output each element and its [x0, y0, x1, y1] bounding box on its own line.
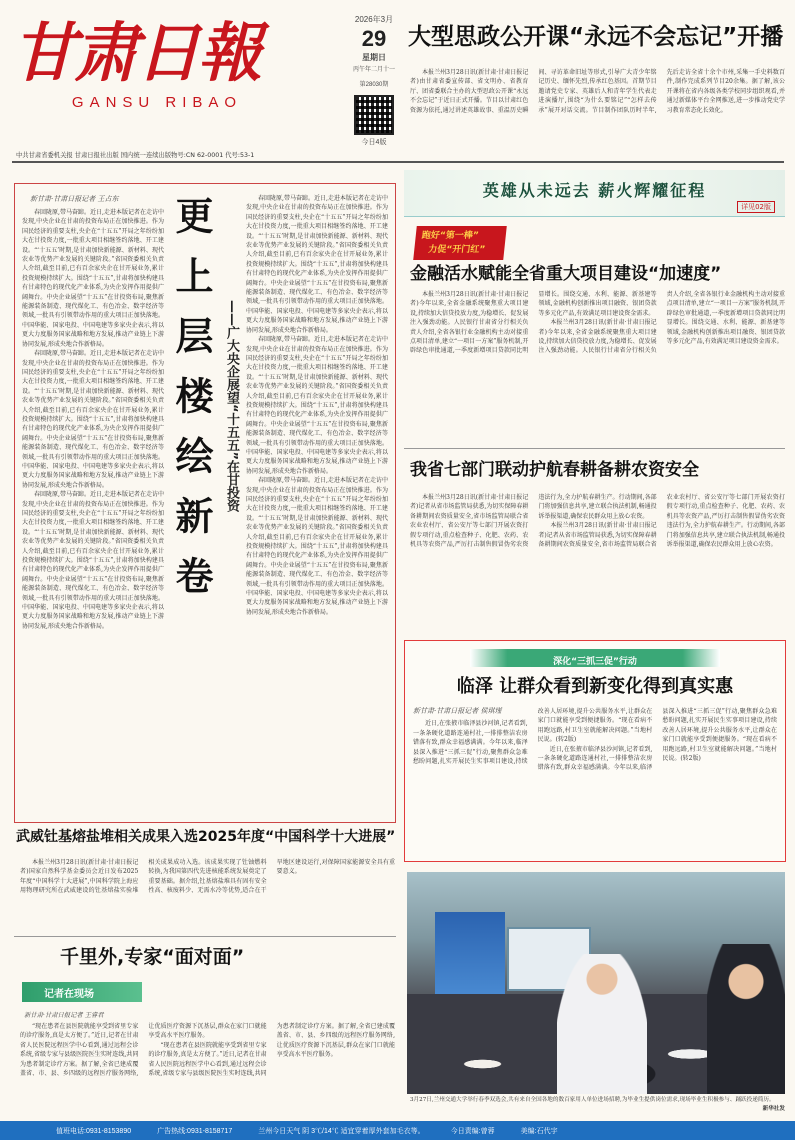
linze-byline: 新甘肃·甘肃日报记者 侯琪瑾	[413, 707, 502, 715]
lead-text-5: 春回陇原,带马奋蹄。近日,走进本版记者在走访中发现,中央企业在甘肃的投资布局正在加快推进。作为国民经济的重要支柱,央企在“十五五”开局之年纷纷加大在甘投资力度,一批重大项目相继签约落地、开工建设。“‘十五五’时期,是甘肃加快新能源、新材料、现代农业等优势产业发展的关键阶段。”省国资委相关负责人介绍,截至目前,已有百余家央企在甘开展业务,累计投资规模持续扩大。围绕“十五五”,甘肃将加快构建具有甘肃特色的现代化产业体系,为央企发挥作用提供广阔舞台。中央企业展望“十五五”在甘投资布局,聚焦新能源装备制造、现代煤化工、有色冶金、数字经济等领域,一批具有引领带动作用的重大项目正加快落地。中国华能、国家电投、中国电建等多家央企表示,将以更大力度服务国家战略和地方发展,推动产业链上下游协同发展,形成央地合作新格局。	[246, 336, 388, 475]
footer-designer: 美编:石代宇	[520, 1127, 558, 1135]
finance-headline: 金融活水赋能全省重大项目建设“加速度”	[410, 264, 722, 284]
footer-weather: 兰州今日天气 阴 3℃/14℃ 适宜穿着厚外套加毛衣等。	[258, 1127, 425, 1135]
lead-text-2: 春回陇原,带马奋蹄。近日,走进本版记者在走访中发现,中央企业在甘肃的投资布局正在加快推进。作为国民经济的重要支柱,央企在“十五五”开局之年纷纷加大在甘投资力度,一批重大项目相继签约落地、开工建设。“‘十五五’时期,是甘肃加快新能源、新材料、现代农业等优势产业发展的关键阶段。”省国资委相关负责人介绍,截至目前,已有百余家央企在甘开展业务,累计投资规模持续扩大。围绕“十五五”,甘肃将加快构建具有甘肃特色的现代化产业体系,为央企发挥作用提供广阔舞台。中央企业展望“十五五”在甘投资布局,聚焦新能源装备制造、现代煤化工、有色冶金、数字经济等领域,一批具有引领带动作用的重大项目正加快落地。中国华能、国家电投、中国电建等多家央企表示,将以更大力度服务国家战略和地方发展,推动产业链上下游协同发展,形成央地合作新格局。	[22, 350, 164, 489]
experts-byline: 新甘肃·甘肃日报记者 王睿君	[24, 1012, 104, 1019]
publisher-line: 中共甘肃省委机关报 甘肃日报社出版 国内统一连续出版物号:CN 62-0001 代号:53-1	[16, 152, 255, 159]
linze-text: 近日,在张掖市临泽县沙河镇,记者看到,一条条硬化道路连通村社,一排排整洁农房错落有致,群众幸福感满满。今年以来,临泽县深入推进“三抓三促”行动,聚焦群众急难愁盼问题,扎实开展民生实事项目建设,持续改善人居环境,提升公共服务水平,让群众在家门口就能享受到便捷服务。“现在看病不用跑远路,村卫生室就能解决问题。”当地村民说。(转2版)	[413, 708, 653, 766]
experts-body	[20, 1022, 395, 1118]
finance-text: 本报兰州3月28日讯(新甘肃·甘肃日报记者)今年以来,全省金融系统聚焦重大项目建设,持续加大信贷投放力度,为稳增长、促发展注入强劲动能。人民银行甘肃省分行相关负责人介绍,全省各银行业金融机构主动对接重点项目清单,建立“一项目一方案”服务机制,开辟绿色审批通道,一季度新增项目贷款同比明显增长。围绕交通、水利、能源、新基建等领域,金融机构创新推出项目融资、银团贷款等多元化产品,有效满足项目建设资金需求。	[410, 291, 657, 355]
page-count: 今日4版	[361, 139, 387, 146]
experts-headline: 千里外,专家“面对面”	[60, 946, 245, 968]
science-text: 本报兰州3月28日讯(新甘肃·甘肃日报记者)国家自然科学基金委员会近日发布2025年度“中国科学十大进展”,中国科学院上海应用物理研究所在武威建设的钍基熔盐实验堆相关成果成功入选。该成果实现了钍铀燃料转换,为我国第四代先进核能系统发展奠定了重要基础。据介绍,钍基熔盐堆具有固有安全性高、核废料少、无需水冷等优势,适合在干旱地区建设运行,对保障国家能源安全具有重要意义。	[20, 859, 395, 895]
masthead-rule	[12, 161, 784, 163]
science-headline: 武威钍基熔盐堆相关成果入选2025年度“中国科学十大进展”	[16, 829, 396, 845]
photo-person-white	[557, 954, 647, 1094]
lead-body-right	[246, 194, 388, 812]
date-box	[345, 14, 403, 149]
job-fair-photo	[407, 872, 785, 1094]
photo-board	[435, 912, 505, 1007]
linze-headline: 临泽 让群众看到新变化得到真实惠	[456, 676, 734, 697]
lead-text-1: 春回陇原,带马奋蹄。近日,走进本版记者在走访中发现,中央企业在甘肃的投资布局正在加快推进。作为国民经济的重要支柱,央企在“十五五”开局之年纷纷加大在甘投资力度,一批重大项目相继签约落地、开工建设。“‘十五五’时期,是甘肃加快新能源、新材料、现代农业等优势产业发展的关键阶段。”省国资委相关负责人介绍,截至目前,已有百余家央企在甘开展业务,累计投资规模持续扩大。围绕“十五五”,甘肃将加快构建具有甘肃特色的现代化产业体系,为央企发挥作用提供广阔舞台。中央企业展望“十五五”在甘投资布局,聚焦新能源装备制造、现代煤化工、有色冶金、数字经济等领域,一批具有引领带动作用的重大项目正加快落地。中国华能、国家电投、中国电建等多家央企表示,将以更大力度服务国家战略和地方发展,推动产业链上下游协同发展,形成央地合作新格局。	[22, 209, 164, 348]
photo-caption-text: 3月27日,兰州交通大学举行春季双选会,共有来自全国各地的数百家用人单位进场招聘,为毕业生提供岗位需求,现场毕业生积极参与、踊跃投递简历。	[410, 1097, 775, 1103]
top-story-body	[410, 68, 785, 156]
linze-body	[413, 707, 777, 847]
date-line: 2026年3月	[354, 15, 394, 24]
rule-science-experts	[14, 936, 396, 937]
experts-tag-text: 记者在现场	[44, 989, 94, 1000]
logo-chinese: 甘肃日報	[12, 16, 260, 91]
lunar-date: 丙午年二月十一	[352, 67, 395, 73]
lead-subhead-vertical: ——广大央企展望“十五五”在甘投资	[224, 300, 239, 513]
finance-tag-1: 跑好“第一棒”	[421, 231, 480, 241]
footer-hotline: 值班电话:0931-8153890	[56, 1127, 132, 1135]
science-body	[20, 858, 395, 934]
lead-text-6: 春回陇原,带马奋蹄。近日,走进本版记者在走访中发现,中央企业在甘肃的投资布局正在加快推进。作为国民经济的重要支柱,央企在“十五五”开局之年纷纷加大在甘投资力度,一批重大项目相继签约落地、开工建设。“‘十五五’时期,是甘肃加快新能源、新材料、现代农业等优势产业发展的关键阶段。”省国资委相关负责人介绍,截至目前,已有百余家央企在甘开展业务,累计投资规模持续扩大。围绕“十五五”,甘肃将加快构建具有甘肃特色的现代化产业体系,为央企发挥作用提供广阔舞台。中央企业展望“十五五”在甘投资布局,聚焦新能源装备制造、现代煤化工、有色冶金、数字经济等领域,一批具有引领带动作用的重大项目正加快落地。中国华能、国家电投、中国电建等多家央企表示,将以更大力度服务国家战略和地方发展,推动产业链上下游协同发展,形成央地合作新格局。	[246, 477, 388, 616]
footer-ad: 广告热线:0931-8158717	[157, 1127, 233, 1135]
footer-bar	[0, 1121, 795, 1140]
hero-banner-link[interactable]: 详见02版	[737, 201, 775, 213]
lead-body-left	[22, 208, 164, 812]
experts-tag	[22, 982, 142, 1002]
agri-body	[410, 493, 785, 641]
finance-tag-2: 力促“开门红”	[427, 245, 486, 255]
rule-finance-agri	[404, 448, 785, 449]
lead-byline: 新甘肃·甘肃日报记者 王占东	[30, 195, 119, 203]
top-story-headline: 大型思政公开课“永远不会忘记”开播	[408, 24, 784, 50]
linze-banner-text: 深化“三抓三促”行动	[553, 657, 637, 667]
hero-banner-text: 英雄从未远去 薪火辉耀征程	[482, 181, 707, 200]
weekday: 星期日	[362, 53, 386, 62]
agri-headline: 我省七部门联动护航春耕备耕农资安全	[410, 460, 699, 480]
logo-english: GANSU RIBAO	[71, 94, 243, 111]
photo-caption	[410, 1096, 785, 1113]
issue-number: 第28030期	[359, 82, 389, 88]
lead-text-4: 春回陇原,带马奋蹄。近日,走进本版记者在走访中发现,中央企业在甘肃的投资布局正在加快推进。作为国民经济的重要支柱,央企在“十五五”开局之年纷纷加大在甘投资力度,一批重大项目相继签约落地、开工建设。“‘十五五’时期,是甘肃加快新能源、新材料、现代农业等优势产业发展的关键阶段。”省国资委相关负责人介绍,截至目前,已有百余家央企在甘开展业务,累计投资规模持续扩大。围绕“十五五”,甘肃将加快构建具有甘肃特色的现代化产业体系,为央企发挥作用提供广阔舞台。中央企业展望“十五五”在甘投资布局,聚焦新能源装备制造、现代煤化工、有色冶金、数字经济等领域,一批具有引领带动作用的重大项目正加快落地。中国华能、国家电投、中国电建等多家央企表示,将以更大力度服务国家战略和地方发展,推动产业链上下游协同发展,形成央地合作新格局。	[246, 195, 388, 334]
agri-text-repeat: 本报兰州3月28日讯(新甘肃·甘肃日报记者)记者从省市场监管局获悉,为切实保障春耕备耕期间农资质量安全,省市场监管局联合省农业农村厅、省公安厅等七部门开展农资打假专项行动,重点检查种子、化肥、农药、农机具等农资产品,严厉打击制售假冒伪劣农资违法行为,全力护航春耕生产。行动期间,各部门将加强信息共享,建立联合执法机制,畅通投诉举报渠道,确保农民群众用上放心农资。	[538, 494, 785, 549]
qr-code-icon	[354, 95, 394, 135]
finance-text-repeat: 本报兰州3月28日讯(新甘肃·甘肃日报记者)今年以来,全省金融系统聚焦重大项目建设,持续加大信贷投放力度,为稳增长、促发展注入强劲动能。人民银行甘肃省分行相关负责人介绍,全省各银行业金融机构主动对接重点项目清单,建立“一项目一方案”服务机制,开辟绿色审批通道,一季度新增项目贷款同比明显增长。围绕交通、水利、能源、新基建等领域,金融机构创新推出项目融资、银团贷款等多元化产品,有效满足项目建设资金需求。	[538, 291, 785, 355]
photo-person-glasses	[707, 944, 785, 1094]
linze-box	[404, 640, 786, 862]
lead-headline-vertical: 更上层楼绘新卷	[169, 196, 213, 616]
hero-banner	[404, 170, 785, 217]
masthead-logo	[12, 14, 302, 134]
experts-text: “现在患者在县医院就能享受到省里专家的诊疗服务,真是太方便了。”近日,记者在甘肃省人民医院远程医学中心看到,通过远程会诊系统,省级专家与县级医院医生实时连线,共同为患者制定诊疗方案。据了解,全省已建成覆盖省、市、县、乡四级的远程医疗服务网络,让优质医疗资源下沉基层,群众在家门口就能享受高水平医疗服务。	[20, 1023, 267, 1078]
linze-text-repeat: 近日,在张掖市临泽县沙河镇,记者看到,一条条硬化道路连通村社,一排排整洁农房错落有致,群众幸福感满满。今年以来,临泽县深入推进“三抓三促”行动,聚焦群众急难愁盼问题,扎实开展民生实事项目建设,持续改善人居环境,提升公共服务水平,让群众在家门口就能享受到便捷服务。“现在看病不用跑远路,村卫生室就能解决问题。”当地村民说。(转2版)	[537, 708, 777, 772]
footer-editor: 今日责编:曾蓉	[450, 1127, 495, 1135]
experts-text-repeat: “现在患者在县医院就能享受到省里专家的诊疗服务,真是太方便了。”近日,记者在甘肃省人民医院远程医学中心看到,通过远程会诊系统,省级专家与县级医院医生实时连线,共同为患者制定诊疗方案。据了解,全省已建成覆盖省、市、县、乡四级的远程医疗服务网络,让优质医疗资源下沉基层,群众在家门口就能享受高水平医疗服务。	[148, 1023, 395, 1078]
photo-credit: 新华社发	[762, 1105, 785, 1112]
linze-banner	[470, 649, 720, 667]
top-story-text: 本报兰州3月28日讯(新甘肃·甘肃日报记者)由甘肃省委宣传部、省文明办、省教育厅、团省委联合主办的大型思政公开课“永远不会忘记”于近日正式开播。节目以甘肃红色资源为依托,通过讲述英雄故事、重温历史瞬间、寻访革命旧址等形式,引导广大青少年铭记历史、缅怀先烈,传承红色基因。首期节目邀请党史专家、英雄后人和青年学生代表走进演播厅,围绕“为什么要铭记”“怎样去传承”展开对话交流。节目制作团队历时半年,先后走访全省十余个市州,采集一手史料数百件,制作完成系列节目20余集。据了解,该公开课将在省内各级各类学校同步组织观看,并通过新媒体平台全网推送,进一步推动党史学习教育常态化长效化。	[410, 69, 785, 114]
agri-text: 本报兰州3月28日讯(新甘肃·甘肃日报记者)记者从省市场监管局获悉,为切实保障春耕备耕期间农资质量安全,省市场监管局联合省农业农村厅、省公安厅等七部门开展农资打假专项行动,重点检查种子、化肥、农药、农机具等农资产品,严厉打击制售假冒伪劣农资违法行为,全力护航春耕生产。行动期间,各部门将加强信息共享,建立联合执法机制,畅通投诉举报渠道,确保农民群众用上放心农资。	[410, 494, 657, 549]
date-day: 29	[361, 26, 387, 51]
finance-tag	[413, 226, 507, 260]
lead-text-3: 春回陇原,带马奋蹄。近日,走进本版记者在走访中发现,中央企业在甘肃的投资布局正在加快推进。作为国民经济的重要支柱,央企在“十五五”开局之年纷纷加大在甘投资力度,一批重大项目相继签约落地、开工建设。“‘十五五’时期,是甘肃加快新能源、新材料、现代农业等优势产业发展的关键阶段。”省国资委相关负责人介绍,截至目前,已有百余家央企在甘开展业务,累计投资规模持续扩大。围绕“十五五”,甘肃将加快构建具有甘肃特色的现代化产业体系,为央企发挥作用提供广阔舞台。中央企业展望“十五五”在甘投资布局,聚焦新能源装备制造、现代煤化工、有色冶金、数字经济等领域,一批具有引领带动作用的重大项目正加快落地。中国华能、国家电投、中国电建等多家央企表示,将以更大力度服务国家战略和地方发展,推动产业链上下游协同发展,形成央地合作新格局。	[22, 491, 164, 630]
finance-body	[410, 290, 785, 442]
